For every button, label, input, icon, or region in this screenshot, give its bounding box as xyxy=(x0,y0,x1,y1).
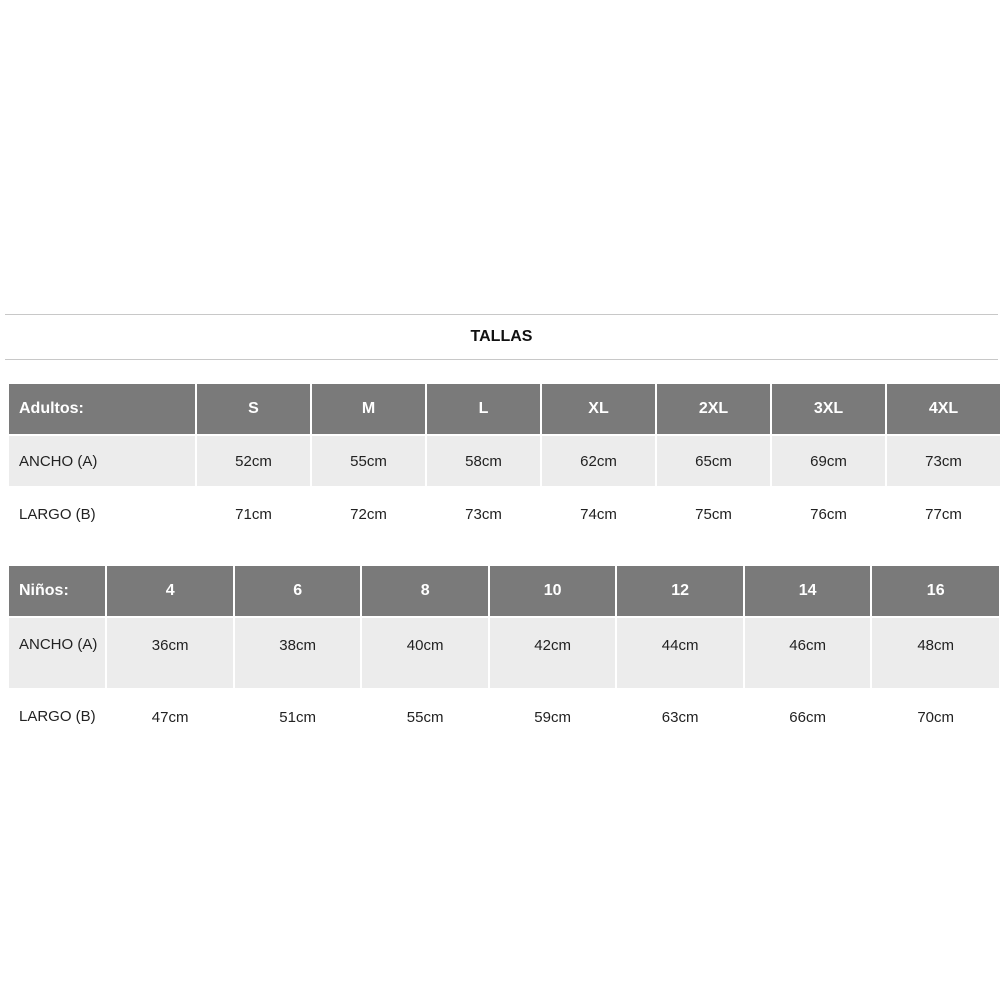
title-band xyxy=(5,314,998,360)
table-row xyxy=(9,436,1000,488)
table-cell: 77cm xyxy=(925,505,962,523)
size-header: M xyxy=(312,384,425,436)
table-cell: 74cm xyxy=(580,505,617,523)
table-cell: 73cm xyxy=(887,436,1000,488)
size-header: 8 xyxy=(362,566,488,618)
size-header: 10 xyxy=(490,566,616,618)
table-cell: 75cm xyxy=(695,505,732,523)
kids-size-table xyxy=(7,566,1000,762)
table-cell: 46cm xyxy=(745,618,871,690)
table-cell: 38cm xyxy=(235,618,361,690)
table-cell: 40cm xyxy=(362,618,488,690)
table-row xyxy=(9,618,999,690)
size-header: XL xyxy=(542,384,655,436)
table-cell: 55cm xyxy=(406,709,444,726)
size-header: 4 xyxy=(107,566,233,618)
row-label: LARGO (B) xyxy=(19,505,96,523)
table-cell: 72cm xyxy=(350,505,387,523)
adult-header-label: Adultos: xyxy=(9,384,195,436)
size-header: 3XL xyxy=(772,384,885,436)
size-header: 4XL xyxy=(887,384,1000,436)
size-header: 6 xyxy=(235,566,361,618)
size-header: S xyxy=(197,384,310,436)
table-cell: 36cm xyxy=(107,618,233,690)
row-label: LARGO (B) xyxy=(19,708,96,725)
page-title: TALLAS xyxy=(470,328,533,345)
table-cell: 76cm xyxy=(810,505,847,523)
table-cell: 47cm xyxy=(151,709,189,726)
size-header: L xyxy=(427,384,540,436)
row-label: ANCHO (A) xyxy=(9,436,195,488)
table-cell: 73cm xyxy=(465,505,502,523)
size-header: 14 xyxy=(745,566,871,618)
kids-header-row xyxy=(9,566,999,618)
table-cell: 69cm xyxy=(772,436,885,488)
table-row xyxy=(9,488,1000,540)
kids-header-label: Niños: xyxy=(9,566,105,618)
adult-header-row xyxy=(9,384,1000,436)
table-row xyxy=(9,690,999,762)
table-cell: 65cm xyxy=(657,436,770,488)
table-cell: 44cm xyxy=(617,618,743,690)
table-cell: 63cm xyxy=(661,709,699,726)
size-header: 16 xyxy=(872,566,999,618)
table-cell: 55cm xyxy=(312,436,425,488)
row-label: ANCHO (A) xyxy=(9,618,105,690)
adult-size-table xyxy=(7,384,1000,540)
table-cell: 66cm xyxy=(789,709,826,726)
table-cell: 62cm xyxy=(542,436,655,488)
table-cell: 42cm xyxy=(490,618,616,690)
table-cell: 59cm xyxy=(534,709,571,726)
table-cell: 58cm xyxy=(427,436,540,488)
size-header: 12 xyxy=(617,566,743,618)
size-header: 2XL xyxy=(657,384,770,436)
table-cell: 70cm xyxy=(917,709,955,726)
table-cell: 48cm xyxy=(872,618,999,690)
table-cell: 51cm xyxy=(279,709,316,726)
table-cell: 71cm xyxy=(235,505,272,523)
table-cell: 52cm xyxy=(197,436,310,488)
